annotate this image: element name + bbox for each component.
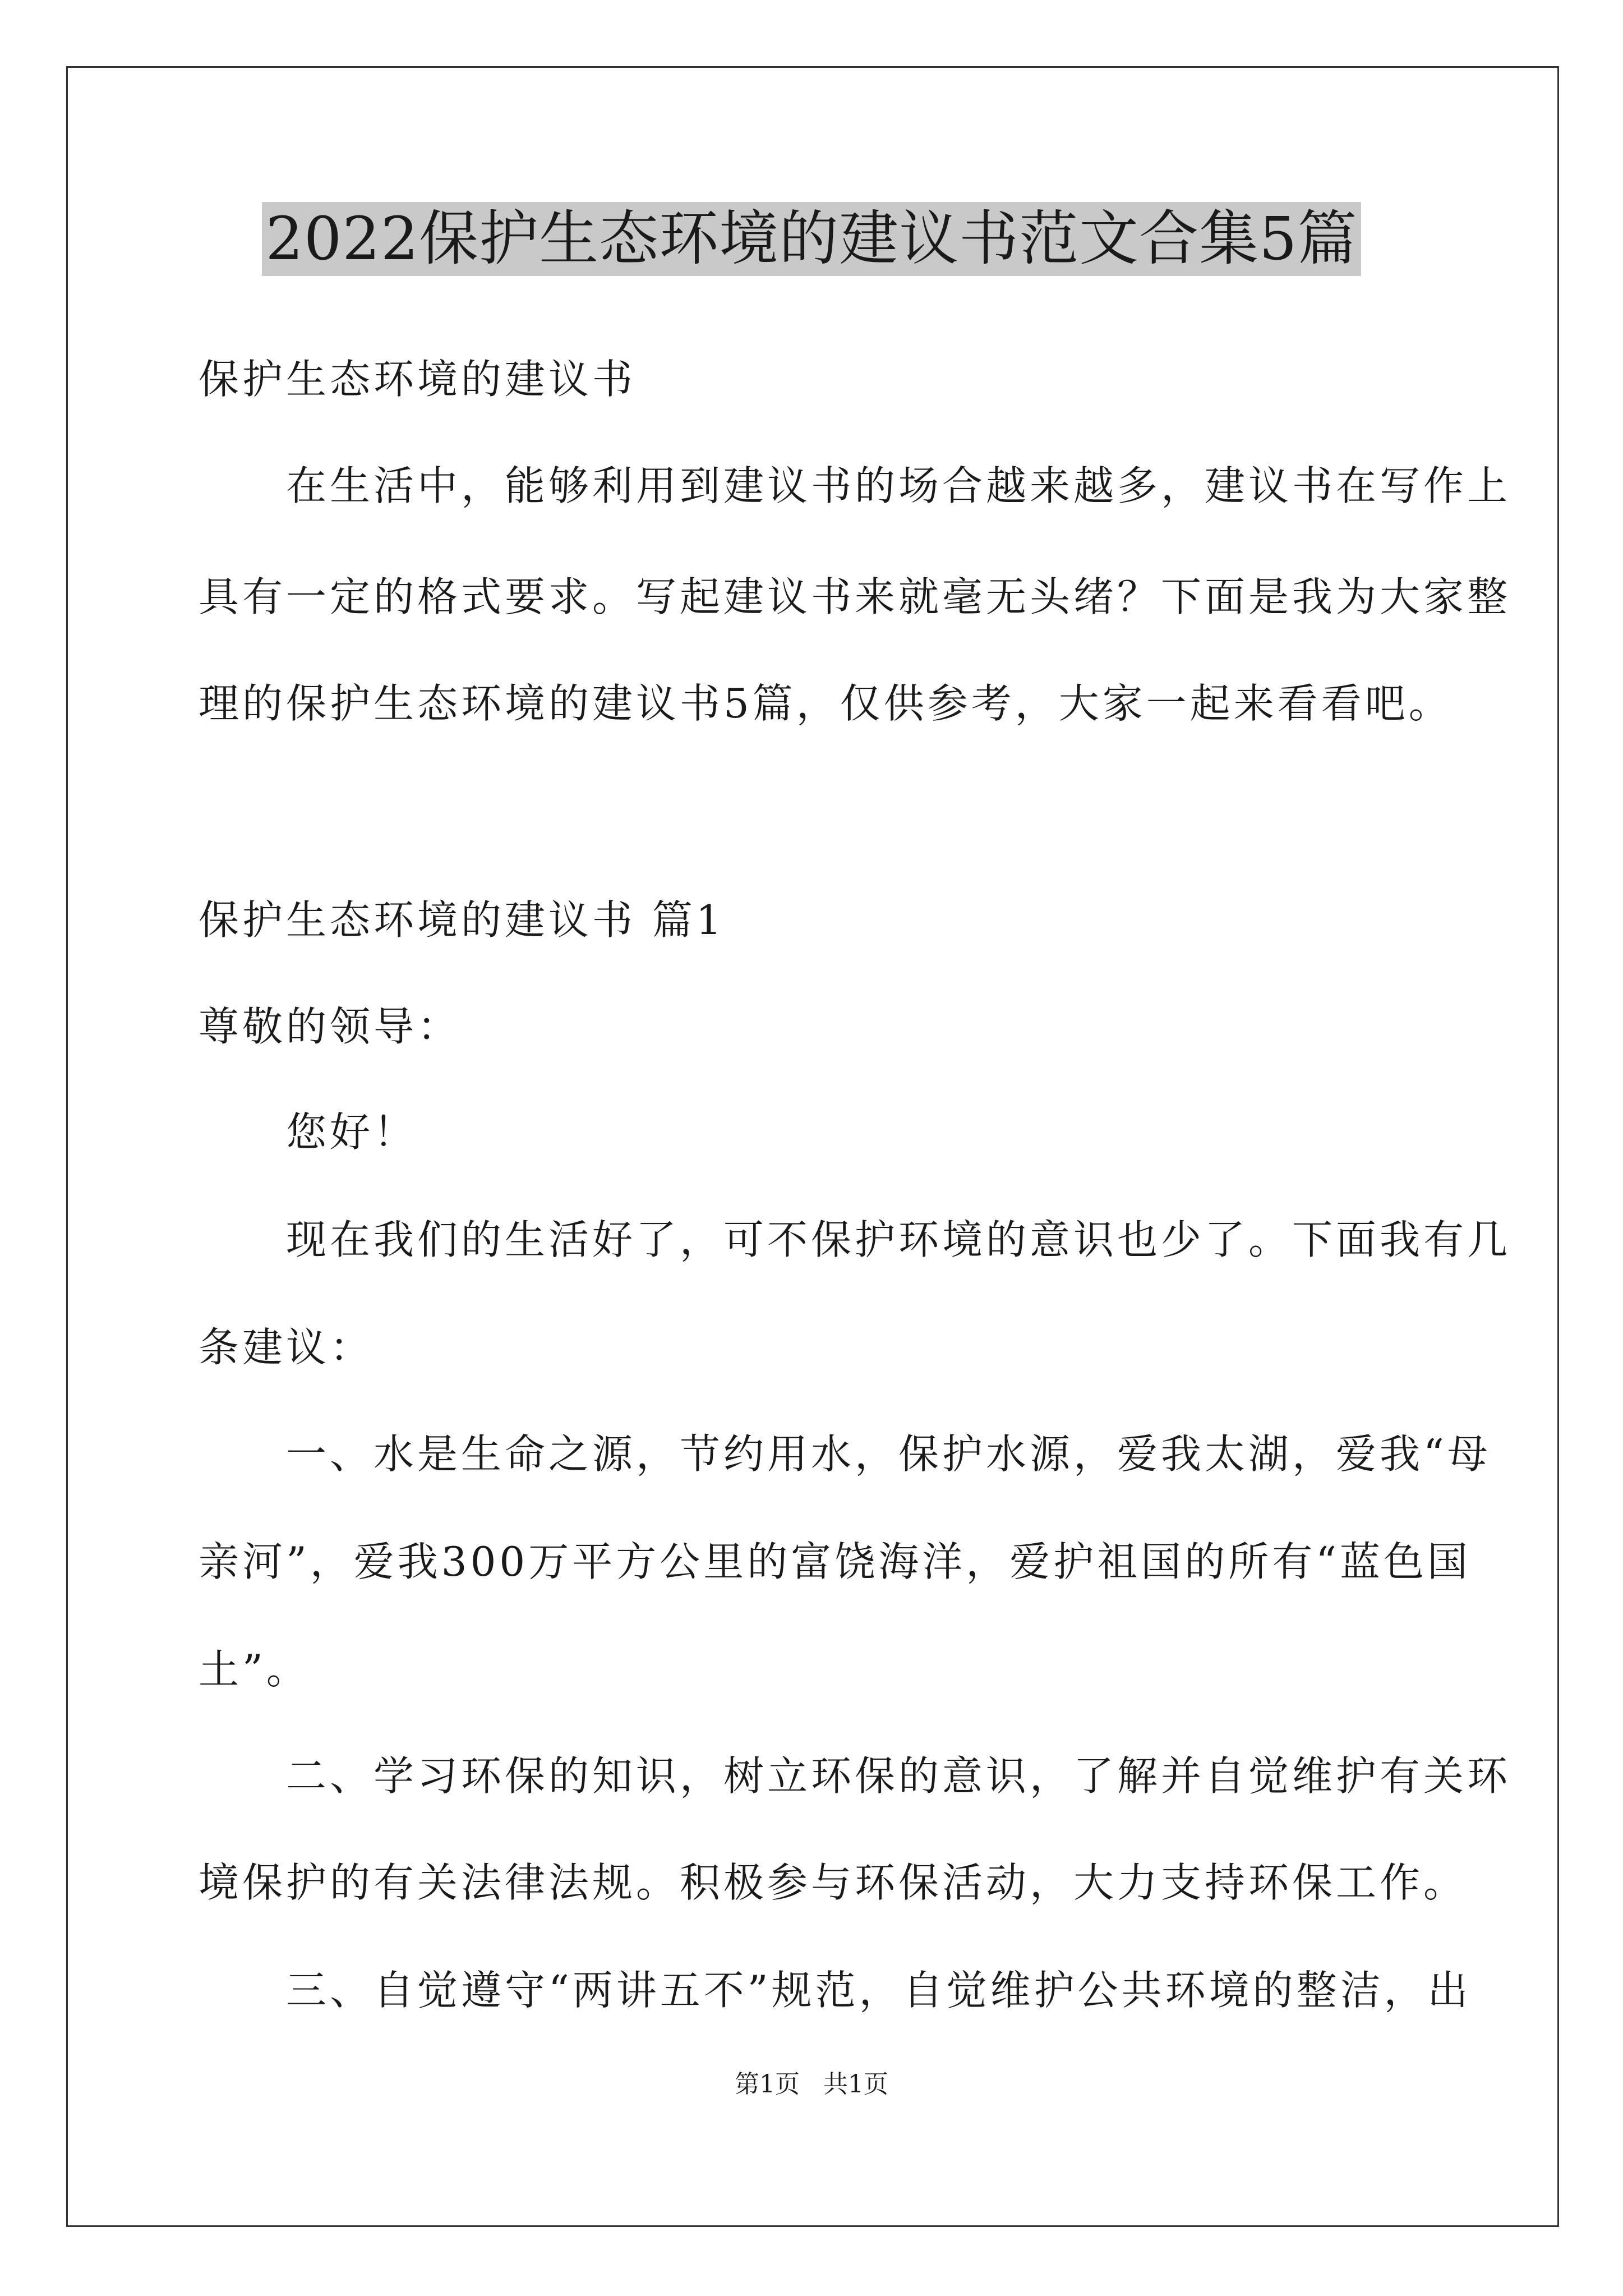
section-heading: 保护生态环境的建议书 篇1 (199, 896, 725, 944)
section-heading: 保护生态环境的建议书 (199, 356, 637, 403)
paragraph-line: 在生活中，能够利用到建议书的场合越来越多，建议书在写作上 (199, 462, 1511, 509)
paragraph-line: 土”。 (199, 1646, 310, 1693)
paragraph-line: 亲河”，爱我300万平方公里的富饶海洋，爱护祖国的所有“蓝色国 (199, 1538, 1472, 1585)
paragraph-line: 理的保护生态环境的建议书5篇，仅供参考，大家一起来看看吧。 (199, 680, 1453, 727)
paragraph-line: 二、学习环保的知识，树立环保的意识，了解并自觉维护有关环 (199, 1752, 1511, 1800)
document-title: 2022保护生态环境的建议书范文合集5篇 (262, 202, 1361, 276)
title-container (0, 202, 1623, 276)
paragraph-line: 条建议： (199, 1324, 374, 1371)
paragraph-line: 现在我们的生活好了，可不保护环境的意识也少了。下面我有几 (199, 1216, 1511, 1263)
salutation: 尊敬的领导： (199, 1003, 462, 1050)
paragraph-line: 一、水是生命之源，节约用水，保护水源，爱我太湖，爱我“母 (199, 1430, 1491, 1478)
greeting: 您好！ (199, 1108, 418, 1156)
page-number: 第1页 (735, 2070, 800, 2099)
paragraph-line: 具有一定的格式要求。写起建议书来就毫无头绪？下面是我为大家整 (199, 573, 1511, 620)
page-footer (0, 2069, 1623, 2100)
page-total: 共1页 (823, 2070, 888, 2099)
paragraph-line: 三、自觉遵守“两讲五不”规范，自觉维护公共环境的整洁，出 (199, 1967, 1472, 2014)
paragraph-line: 境保护的有关法律法规。积极参与环保活动，大力支持环保工作。 (199, 1859, 1468, 1906)
